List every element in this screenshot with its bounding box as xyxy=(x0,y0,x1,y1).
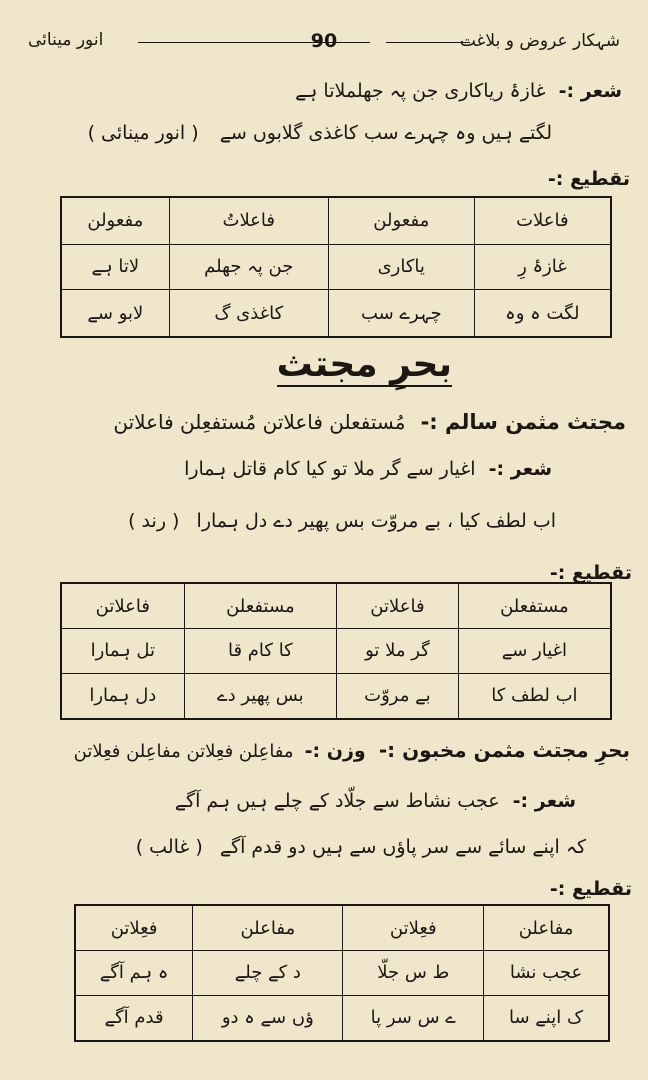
table-row xyxy=(75,951,609,996)
scansion-table-1 xyxy=(60,196,612,338)
table-cell: لاتا ہے xyxy=(61,244,169,290)
table-cell: مفعولن xyxy=(61,197,169,244)
verse-line-2 xyxy=(136,836,586,858)
table-cell: ے س سر پا xyxy=(343,995,484,1041)
taqti-heading xyxy=(550,878,632,900)
verse-attribution: ( غالب ) xyxy=(135,836,203,858)
table-cell: بے مروّت xyxy=(337,673,459,719)
taqti-label: تقطیع :- xyxy=(549,562,632,584)
table-cell: ؤں سے ہ دو xyxy=(193,995,343,1041)
taqti-heading xyxy=(550,562,632,584)
verse-text: غازۂ ریاکاری جن پہ جھلملاتا ہے xyxy=(295,80,546,102)
table-cell: بس پھیر دے xyxy=(184,673,336,719)
running-header xyxy=(28,30,620,56)
table-cell: غازۂ رِ xyxy=(474,244,611,290)
page-number: 90 xyxy=(310,30,338,52)
table-cell: مفعولن xyxy=(328,197,474,244)
verse-line-1 xyxy=(184,458,552,480)
table-cell: دل ہمارا xyxy=(61,673,184,719)
table-cell: لابو سے xyxy=(61,290,169,337)
table-row xyxy=(61,629,611,674)
table-cell: گر ملا تو xyxy=(337,629,459,674)
table-cell: مستفعلن xyxy=(458,583,611,629)
table-row xyxy=(75,995,609,1041)
verse-text: اب لطف کیا ، بے مروّت بس پھیر دے دل ہمارا xyxy=(196,510,556,532)
verse-line-2 xyxy=(88,122,552,144)
table-cell: فاعلاتُ xyxy=(169,197,328,244)
header-poet: انور مینائی xyxy=(28,30,104,50)
shir-label: شعر :- xyxy=(488,458,552,480)
shir-label: شعر :- xyxy=(558,80,622,102)
table-cell: ک اپنے سا xyxy=(484,995,609,1041)
verse-attribution: ( رند ) xyxy=(128,510,180,532)
verse-text: کہ اپنے سائے سے سر پاؤں سے ہیں دو قدم آگے xyxy=(219,836,586,858)
verse-line-2 xyxy=(128,510,556,532)
verse-line-1 xyxy=(175,790,576,812)
table-row xyxy=(61,290,611,337)
shir-label: شعر :- xyxy=(512,790,576,812)
table-cell: فاعلاتن xyxy=(61,583,184,629)
table-cell: ہ ہم آگے xyxy=(75,951,193,996)
book-title: شہکار عروض و بلاغت xyxy=(459,31,620,51)
table-cell: فعِلاتن xyxy=(343,905,484,951)
table-header-row xyxy=(61,197,611,244)
table-row xyxy=(61,673,611,719)
table-cell: فاعلاتن xyxy=(337,583,459,629)
table-cell: یاکاری xyxy=(328,244,474,290)
taqti-label: تقطیع :- xyxy=(547,168,630,190)
table-cell: مفاعلن xyxy=(193,905,343,951)
meter-name: مجتث مثمن سالم :- xyxy=(420,410,626,434)
table-cell: اغیار سے xyxy=(458,629,611,674)
table-cell: مفاعلن xyxy=(484,905,609,951)
table-cell: لگت ہ وہ xyxy=(474,290,611,337)
table-cell: کا کام قا xyxy=(184,629,336,674)
table-cell: کاغذی گ xyxy=(169,290,328,337)
table-header-row xyxy=(61,583,611,629)
scansion-table-3 xyxy=(74,904,610,1042)
table-cell: د کے چلے xyxy=(193,951,343,996)
table-cell: قدم آگے xyxy=(75,995,193,1041)
taqti-label: تقطیع :- xyxy=(549,878,632,900)
table-cell: تل ہمارا xyxy=(61,629,184,674)
meter-line xyxy=(74,738,630,762)
scansion-table-2 xyxy=(60,582,612,720)
wazn-label: وزن :- xyxy=(304,740,366,762)
table-row xyxy=(61,244,611,290)
bahr-title xyxy=(277,344,452,385)
taqti-heading xyxy=(548,168,630,190)
table-cell: ط س جلّا xyxy=(343,951,484,996)
verse-text: عجب نشاط سے جلّاد کے چلے ہیں ہم آگے xyxy=(174,790,500,812)
table-cell: اب لطف کا xyxy=(458,673,611,719)
table-cell: فاعلات xyxy=(474,197,611,244)
table-cell: مستفعلن xyxy=(184,583,336,629)
meter-line xyxy=(113,410,626,434)
table-cell: فعِلاتن xyxy=(75,905,193,951)
table-header-row xyxy=(75,905,609,951)
table-cell: عجب نشا xyxy=(484,951,609,996)
meter-arkaan: مفاعِلن فعِلاتن مفاعِلن فعِلاتن xyxy=(73,741,294,762)
verse-attribution: ( انور مینائی ) xyxy=(87,122,199,144)
meter-arkaan: مُستفعلن فاعلاتن مُستفعِلن فاعلاتن xyxy=(113,410,406,434)
meter-name: بحرِ مجتث مثمن مخبون :- xyxy=(378,738,630,762)
table-cell: چہرے سب xyxy=(328,290,474,337)
verse-line-1 xyxy=(295,80,622,102)
table-cell: جن پہ جھلم xyxy=(169,244,328,290)
verse-text: اغیار سے گر ملا تو کیا کام قاتل ہمارا xyxy=(184,458,476,480)
verse-text: لگتے ہیں وہ چہرے سب کاغذی گلابوں سے xyxy=(219,122,552,144)
header-rule-right xyxy=(386,42,470,43)
bahr-title-text: بحرِ مجتث xyxy=(276,344,452,385)
